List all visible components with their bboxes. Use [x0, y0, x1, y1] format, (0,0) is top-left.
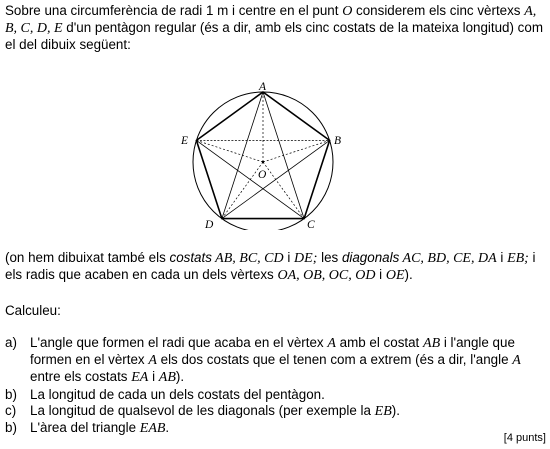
- qa-text-5: entre els costats: [30, 369, 132, 385]
- question-list: [5, 335, 550, 437]
- note-diag-EB: EB;: [507, 251, 529, 266]
- note-diags: AC, BD, CE, DA: [399, 251, 497, 266]
- note-text-2: i: [283, 250, 295, 265]
- qa-text-3: i l'angle que formen en el vèrtex: [30, 335, 515, 368]
- intro-text-1: Sobre una circumferència de radi 1 m i centre en el punt: [5, 3, 343, 18]
- question-b-label: b): [5, 386, 17, 402]
- question-b: [5, 387, 550, 403]
- radius-OB: [263, 140, 330, 162]
- qa-text-1: L'angle que formen el radi que acaba en el vèrtex: [30, 335, 328, 350]
- note-radius-OE: OE: [385, 268, 405, 284]
- radius-OC: [263, 162, 304, 219]
- qa-text-2: amb el costat: [335, 335, 424, 350]
- vertex-label-D: D: [205, 219, 214, 230]
- qd-EAB: EAB: [139, 421, 166, 437]
- vertex-label-C: C: [307, 219, 315, 230]
- note-text-7: ).: [404, 267, 413, 283]
- calculate-heading: Calculeu:: [5, 303, 61, 318]
- question-c-label: c): [5, 402, 17, 418]
- qa-AB1: AB: [423, 336, 441, 351]
- qa-A1: A: [327, 336, 336, 351]
- center-label-O: O: [258, 169, 267, 181]
- qa-text-6: i: [148, 369, 159, 385]
- note-text-4: i: [496, 250, 508, 265]
- note-text-1: (on hem dibuixat també els: [5, 250, 170, 265]
- figure-note: [5, 250, 550, 284]
- qc-EB: EB: [374, 403, 392, 419]
- center-point: [262, 161, 264, 163]
- diagonal-DA: [222, 92, 263, 219]
- qc-text-1: La longitud de qualsevol de les diagonals (per exemple la: [30, 402, 375, 418]
- qa-text-4: els dos costats que el tenen com a extrem (és a dir, l'angle: [156, 352, 513, 368]
- diagonal-AC: [263, 92, 304, 219]
- intro-center-symbol: O: [342, 4, 353, 19]
- note-sides: AB, BC, CD: [211, 251, 284, 266]
- qa-A3: A: [512, 353, 521, 369]
- vertex-label-E: E: [181, 135, 189, 147]
- question-a-label: a): [5, 335, 17, 350]
- intro-vertices: A, B, C, D, E: [5, 4, 537, 37]
- note-costats: costats: [169, 250, 212, 265]
- question-a: [5, 335, 550, 387]
- qb-text: La longitud de cada un dels costats del pentàgon.: [30, 386, 325, 402]
- note-text-5: i els radis que acaben en cada un dels vèrtexs: [5, 250, 536, 283]
- diagonal-BD: [222, 140, 330, 218]
- question-c: [5, 403, 550, 420]
- qa-text-7: ).: [175, 369, 185, 385]
- vertex-label-A: A: [259, 81, 267, 93]
- note-radii: OA, OB, OC, OD: [277, 268, 376, 284]
- qa-AB2: AB: [158, 370, 176, 386]
- pentagon-diagram: [178, 80, 348, 230]
- note-text-6: i: [375, 267, 386, 283]
- problem-intro: [5, 3, 550, 54]
- question-d: [5, 420, 550, 437]
- radius-OD: [222, 162, 263, 219]
- qa-EA: EA: [131, 370, 149, 386]
- note-diagonals: diagonals: [341, 250, 400, 265]
- intro-text-3: d'un pentàgon regular (és a dir, amb els cinc costats de la mateixa longitud) com el del dibuix següent:: [5, 20, 543, 53]
- qd-text-1: L'àrea del triangle: [30, 420, 140, 436]
- diagonal-CE: [196, 140, 304, 218]
- pentagon-figure: [178, 80, 348, 230]
- points-label: [4 punts]: [503, 432, 546, 444]
- radius-OE: [196, 140, 263, 162]
- note-text-3: les: [317, 250, 342, 265]
- qc-text-2: ).: [391, 402, 400, 418]
- note-side-DE: DE;: [294, 251, 318, 266]
- qa-A2: A: [148, 353, 157, 369]
- question-d-label: b): [5, 420, 17, 436]
- vertex-label-B: B: [334, 135, 342, 147]
- intro-text-2: considerem els cinc vèrtexs: [352, 3, 525, 18]
- qd-text-2: .: [165, 420, 170, 436]
